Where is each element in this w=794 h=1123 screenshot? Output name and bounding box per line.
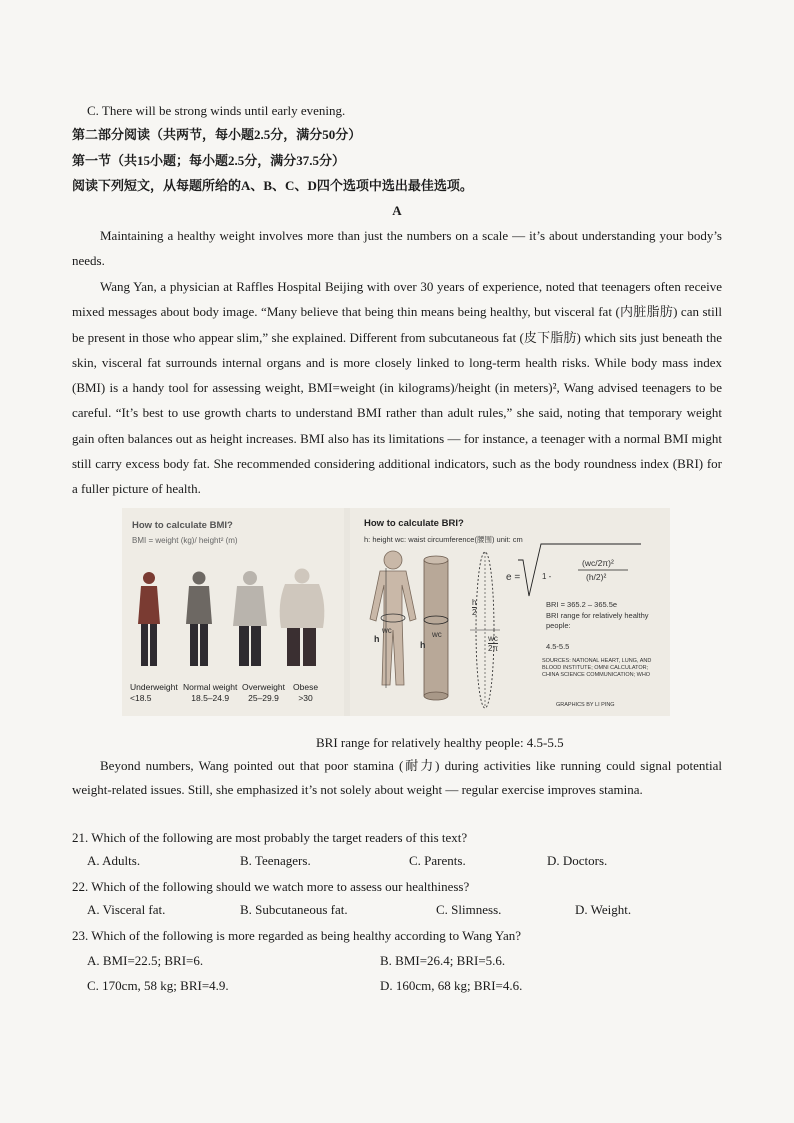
bri-panel — [350, 508, 670, 716]
label-wc-cylinder: wc — [432, 630, 442, 639]
label-h-half: h 2 — [472, 598, 477, 617]
q21-option-b[interactable]: B. Teenagers. — [240, 853, 311, 868]
bmi-panel — [122, 508, 344, 716]
bmi-bri-infographic — [122, 508, 670, 716]
section-one-heading: 第一节（共15小题；每小题2.5分，满分37.5分） — [72, 153, 346, 168]
q21-option-a[interactable]: A. Adults. — [87, 853, 141, 868]
bmi-formula: BMI = weight (kg)/ height² (m) — [132, 536, 238, 545]
figure-graphics-credit: GRAPHICS BY LI PING — [556, 702, 615, 708]
paragraph-1: Maintaining a healthy weight involves more than just the numbers on a scale — it’s about understanding your body’s needs. — [72, 228, 722, 269]
q22-option-b[interactable]: B. Subcutaneous fat. — [240, 902, 348, 917]
paragraph-3: Beyond numbers, Wang pointed out that poor stamina (耐力) during activities like running could signal potential weight-related issues. Still, she emphasized it’s not solely about weight — regular exercise improves stamina. — [72, 758, 722, 797]
bri-range-value: 4.5-5.5 — [546, 642, 570, 651]
label-wc-2pi: wc 2π — [488, 634, 498, 653]
formula-denominator: (h/2)² — [586, 572, 607, 582]
paragraph-2: Wang Yan, a physician at Raffles Hospital Beijing with over 30 years of experience, noted that teenagers often receive mixed messages about body image. “Many believe that being thin means being healthy, but visceral fat (内脏脂肪) can still be present in those who appear slim,” she explained. Different from subcutaneous fat (皮下脂肪) which sits just beneath the skin, visceral fat surrounds internal organs and is more closely linked to long-term health risks. While body mass index (BMI) is a handy tool for assessing weight, BMI=weight (in kilograms)/height (in meters)², Wang advised teenagers to be careful. “It’s best to use growth charts to understand BMI rather than adult rules,” she said, noting that temporary weight gain often balances out as height increases. BMI also has its limitations — for instance, a teenager with a normal BMI might still carry excess body fat. She recommended considering additional indicators, such as the body roundness index (BRI) for a fuller picture of health. — [72, 279, 722, 497]
question-23-stem: 23. Which of the following is more regarded as being healthy according to Wang Yan? — [72, 928, 522, 943]
q23-option-b[interactable]: B. BMI=26.4; BRI=5.6. — [380, 953, 506, 968]
q23-option-a[interactable]: A. BMI=22.5; BRI=6. — [87, 953, 204, 968]
instructions: 阅读下列短文，从每题所给的A、B、C、D四个选项中选出最佳选项。 — [72, 178, 473, 193]
passage-label: A — [392, 203, 402, 218]
bri-title: How to calculate BRI? — [364, 518, 464, 529]
category-underweight: Underweight <18.5 — [130, 682, 178, 703]
formula-numerator: (wc/2π)² — [582, 558, 614, 568]
q22-option-d[interactable]: D. Weight. — [575, 902, 632, 917]
figure-caption: BRI range for relatively healthy people: 4.5-5.5 — [316, 735, 564, 750]
q23-option-c[interactable]: C. 170cm, 58 kg; BRI=4.9. — [87, 978, 229, 993]
category-obese: Obese >30 — [293, 682, 319, 703]
q22-option-c[interactable]: C. Slimness. — [436, 902, 502, 917]
bri-equation: BRI = 365.2 – 365.5e — [546, 600, 618, 609]
q22-option-a[interactable]: A. Visceral fat. — [87, 902, 166, 917]
listening-option-c: C. There will be strong winds until early evening. — [87, 103, 346, 118]
question-22-stem: 22. Which of the following should we watch more to assess our healthiness? — [72, 879, 470, 894]
q21-option-c[interactable]: C. Parents. — [409, 853, 466, 868]
question-21-stem: 21. Which of the following are most probably the target readers of this text? — [72, 830, 468, 845]
category-normal: Normal weight 18.5–24.9 — [183, 682, 238, 703]
bri-legend: h: height wc: waist circumference(腰围) unit: cm — [364, 535, 523, 544]
bmi-title: How to calculate BMI? — [132, 520, 233, 531]
category-overweight: Overweight 25–29.9 — [242, 682, 285, 703]
formula-one: 1 - — [542, 572, 552, 581]
label-h-cylinder: h — [420, 640, 426, 650]
part-two-heading: 第二部分阅读（共两节，每小题2.5分，满分50分） — [72, 127, 362, 142]
figure-sources: SOURCES: NATIONAL HEART, LUNG, AND BLOOD INSTITUTE; OMNI CALCULATOR; CHINA SCIENCE COMMUNICATION; WHO — [542, 658, 652, 678]
label-wc-human: wc — [382, 626, 392, 635]
bri-range-label: BRI range for relatively healthy people: — [546, 611, 649, 630]
q21-option-d[interactable]: D. Doctors. — [547, 853, 608, 868]
label-h-human: h — [374, 634, 380, 644]
formula-e: e = — [506, 572, 521, 583]
q23-option-d[interactable]: D. 160cm, 68 kg; BRI=4.6. — [380, 978, 523, 993]
